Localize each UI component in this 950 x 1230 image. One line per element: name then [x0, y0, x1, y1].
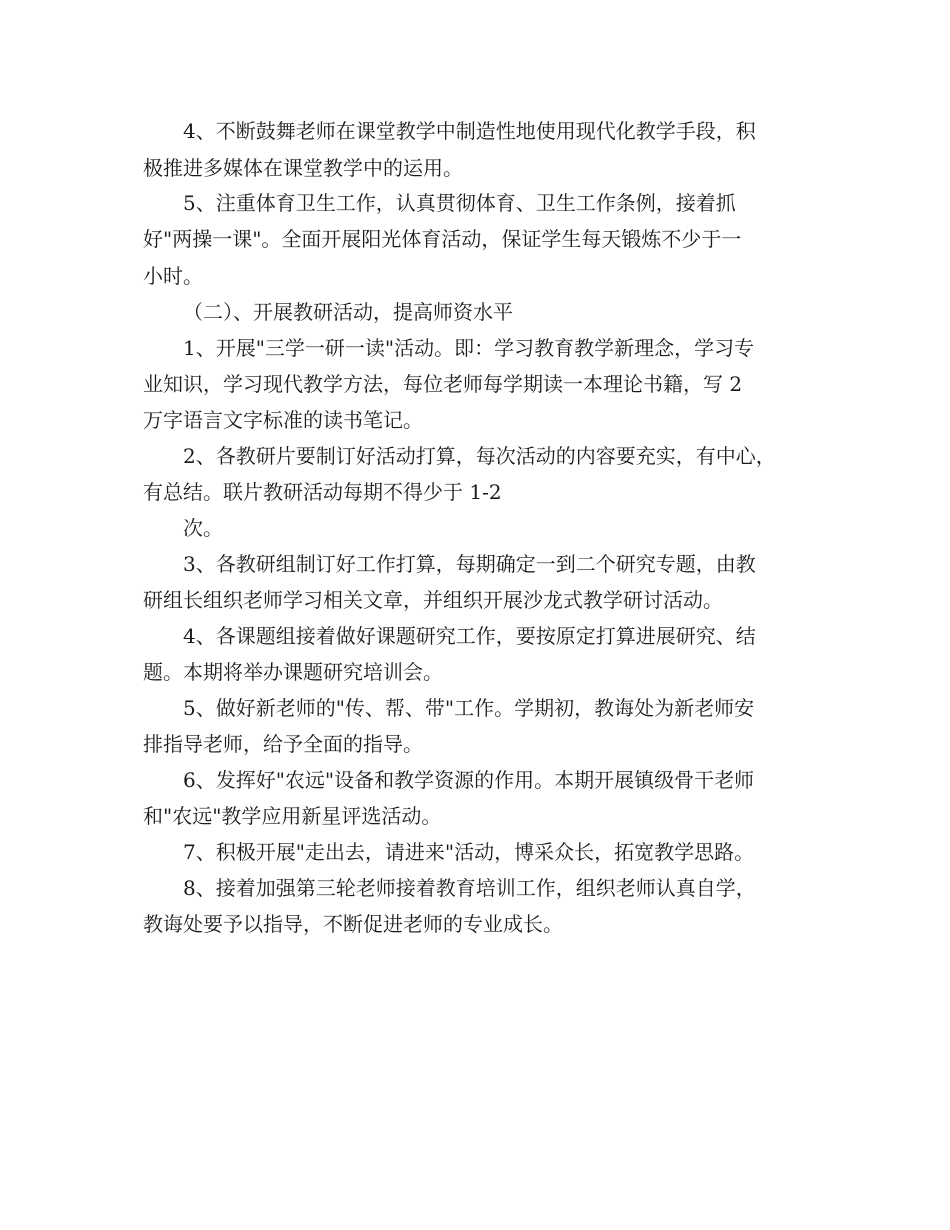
text-line: 和"农远"教学应用新星评选活动。: [143, 804, 442, 828]
text-line: 排指导老师，给予全面的指导。: [143, 732, 423, 756]
text-line: 好"两操一课"。全面开展阳光体育活动，保证学生每天锻炼不少于一: [143, 227, 742, 251]
text-line: 6、发挥好"农远"设备和教学资源的作用。本期开展镇级骨干老师: [183, 768, 755, 792]
text-line: 1、开展"三学一研一读"活动。即：学习教育教学新理念，学习专: [183, 336, 755, 360]
text-line: 有总结。联片教研活动每期不得少于 1-2: [143, 480, 502, 504]
text-line: 题。本期将举办课题研究培训会。: [143, 660, 443, 684]
text-line: 小时。: [143, 264, 203, 288]
section-heading: （二）、开展教研活动，提高师资水平: [183, 300, 513, 324]
text-line: 极推进多媒体在课堂教学中的运用。: [143, 156, 463, 180]
text-line: 2、各教研片要制订好活动打算，每次活动的内容要充实，有中心，: [183, 444, 776, 468]
text-line: 5、做好新老师的"传、帮、带"工作。学期初，教诲处为新老师安: [183, 696, 755, 720]
text-line: 4、不断鼓舞老师在课堂教学中制造性地使用现代化教学手段，积: [183, 119, 756, 143]
text-line: 7、积极开展"走出去，请进来"活动，博采众长，拓宽教学思路。: [183, 840, 755, 864]
text-line: 3、各教研组制订好工作打算，每期确定一到二个研究专题，由教: [183, 552, 756, 576]
text-line: 万字语言文字标准的读书笔记。: [143, 408, 423, 432]
text-line: 研组长组织老师学习相关文章，并组织开展沙龙式教学研讨活动。: [143, 588, 723, 612]
text-line: 教诲处要予以指导，不断促进老师的专业成长。: [143, 912, 563, 936]
text-line: 次。: [183, 516, 223, 540]
text-line: 业知识，学习现代教学方法，每位老师每学期读一本理论书籍，写 2: [143, 372, 743, 396]
text-line: 8、接着加强第三轮老师接着教育培训工作，组织老师认真自学，: [183, 876, 756, 900]
text-line: 5、注重体育卫生工作，认真贯彻体育、卫生工作条例，接着抓: [183, 191, 736, 215]
text-line: 4、各课题组接着做好课题研究工作，要按原定打算进展研究、结: [183, 624, 756, 648]
